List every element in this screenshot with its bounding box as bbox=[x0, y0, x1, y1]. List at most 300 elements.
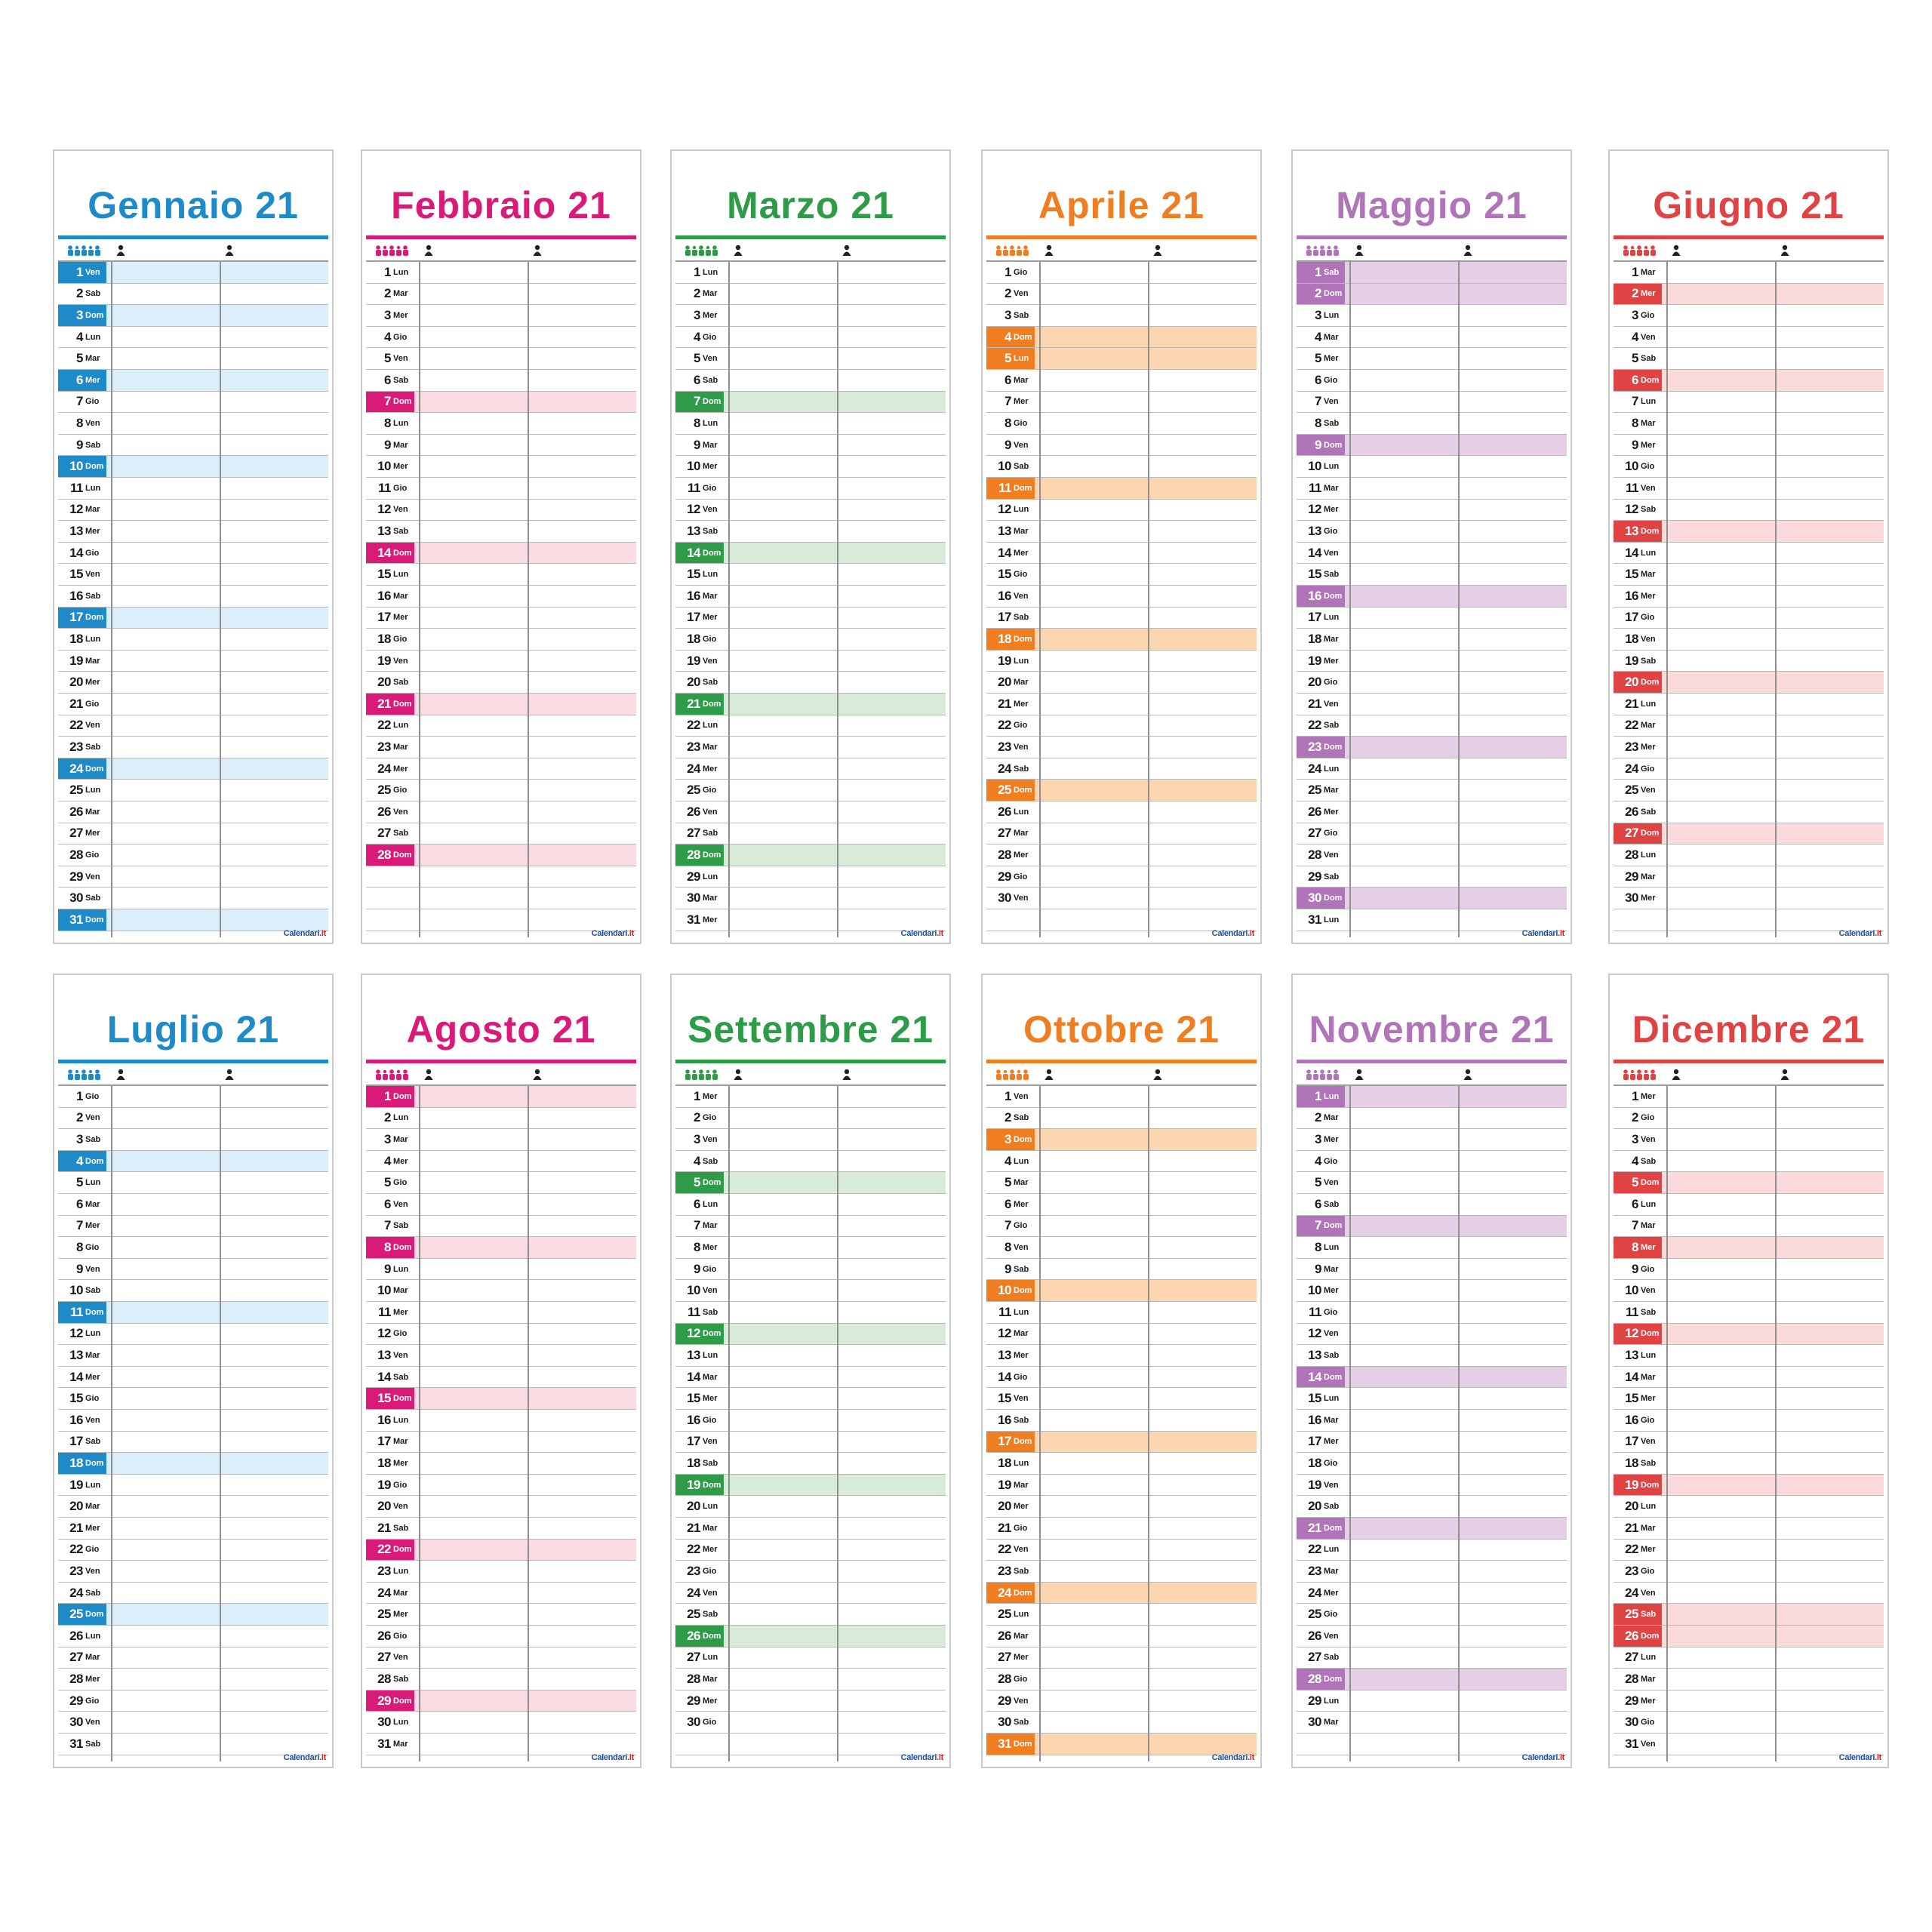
day-row[interactable] bbox=[58, 1367, 328, 1389]
day-row[interactable] bbox=[1614, 500, 1884, 521]
day-row[interactable] bbox=[675, 651, 946, 672]
day-row[interactable] bbox=[366, 1324, 636, 1346]
day-row[interactable] bbox=[58, 1151, 328, 1173]
day-row[interactable] bbox=[675, 413, 946, 435]
day-row[interactable] bbox=[58, 348, 328, 370]
day-row[interactable] bbox=[58, 823, 328, 845]
day-row[interactable] bbox=[675, 1367, 946, 1389]
day-row[interactable] bbox=[366, 327, 636, 349]
day-row[interactable] bbox=[366, 780, 636, 801]
day-row[interactable] bbox=[1297, 758, 1567, 780]
day-row[interactable] bbox=[58, 521, 328, 543]
day-row[interactable] bbox=[1297, 1151, 1567, 1173]
day-row[interactable] bbox=[58, 456, 328, 478]
day-row[interactable] bbox=[1297, 478, 1567, 500]
day-row[interactable] bbox=[675, 1280, 946, 1302]
day-row[interactable] bbox=[986, 801, 1257, 823]
day-row[interactable] bbox=[1297, 1432, 1567, 1454]
day-row[interactable] bbox=[986, 1367, 1257, 1389]
day-row[interactable] bbox=[675, 715, 946, 737]
day-row[interactable] bbox=[675, 1237, 946, 1259]
day-row[interactable] bbox=[986, 392, 1257, 414]
day-row[interactable] bbox=[366, 500, 636, 521]
day-row[interactable] bbox=[1297, 392, 1567, 414]
day-row[interactable] bbox=[1297, 1626, 1567, 1647]
day-row[interactable] bbox=[1614, 586, 1884, 608]
day-row[interactable] bbox=[1614, 1108, 1884, 1130]
day-row[interactable] bbox=[366, 284, 636, 306]
day-row[interactable] bbox=[986, 1324, 1257, 1346]
day-row[interactable] bbox=[1297, 1086, 1567, 1108]
day-row[interactable] bbox=[1614, 823, 1884, 845]
day-row[interactable] bbox=[1297, 1129, 1567, 1151]
day-row[interactable] bbox=[58, 1583, 328, 1604]
day-row[interactable] bbox=[986, 1626, 1257, 1647]
day-row[interactable] bbox=[1297, 1496, 1567, 1518]
day-row[interactable] bbox=[986, 888, 1257, 909]
day-row[interactable] bbox=[1614, 629, 1884, 651]
day-row[interactable] bbox=[58, 370, 328, 392]
day-row[interactable] bbox=[1614, 1237, 1884, 1259]
day-row[interactable] bbox=[366, 564, 636, 586]
day-row[interactable] bbox=[58, 1280, 328, 1302]
day-row[interactable] bbox=[1297, 1712, 1567, 1734]
day-row[interactable] bbox=[675, 823, 946, 845]
day-row[interactable] bbox=[366, 478, 636, 500]
day-row[interactable] bbox=[366, 1475, 636, 1497]
day-row[interactable] bbox=[1614, 1734, 1884, 1755]
day-row[interactable] bbox=[58, 1669, 328, 1690]
day-row[interactable] bbox=[986, 1388, 1257, 1410]
day-row[interactable] bbox=[1614, 1690, 1884, 1712]
day-row[interactable] bbox=[675, 909, 946, 931]
day-row[interactable] bbox=[1614, 413, 1884, 435]
day-row[interactable] bbox=[675, 1669, 946, 1690]
day-row[interactable] bbox=[1614, 780, 1884, 801]
day-row[interactable] bbox=[986, 1647, 1257, 1669]
day-row[interactable] bbox=[366, 348, 636, 370]
day-row[interactable] bbox=[1614, 1626, 1884, 1647]
day-row[interactable] bbox=[58, 651, 328, 672]
day-row[interactable] bbox=[986, 1302, 1257, 1324]
day-row[interactable] bbox=[1614, 1540, 1884, 1561]
day-row[interactable] bbox=[58, 543, 328, 565]
day-row[interactable] bbox=[366, 737, 636, 758]
day-row[interactable] bbox=[675, 500, 946, 521]
day-row[interactable] bbox=[1297, 1518, 1567, 1540]
day-row[interactable] bbox=[986, 1496, 1257, 1518]
day-row[interactable] bbox=[1614, 801, 1884, 823]
day-row[interactable] bbox=[675, 1410, 946, 1432]
day-row[interactable] bbox=[675, 737, 946, 758]
day-row[interactable] bbox=[675, 758, 946, 780]
day-row[interactable] bbox=[1297, 651, 1567, 672]
day-row[interactable] bbox=[1297, 1604, 1567, 1626]
day-row[interactable] bbox=[1297, 715, 1567, 737]
day-row[interactable] bbox=[986, 1216, 1257, 1238]
day-row[interactable] bbox=[58, 1324, 328, 1346]
day-row[interactable] bbox=[986, 694, 1257, 715]
day-row[interactable] bbox=[675, 1690, 946, 1712]
day-row[interactable] bbox=[366, 370, 636, 392]
day-row[interactable] bbox=[58, 1388, 328, 1410]
day-row[interactable] bbox=[366, 1561, 636, 1583]
day-row[interactable] bbox=[1614, 1583, 1884, 1604]
day-row[interactable] bbox=[986, 758, 1257, 780]
day-row[interactable] bbox=[366, 1237, 636, 1259]
day-row[interactable] bbox=[1614, 543, 1884, 565]
day-row[interactable] bbox=[1614, 1345, 1884, 1367]
day-row[interactable] bbox=[58, 1432, 328, 1454]
day-row[interactable] bbox=[1297, 1259, 1567, 1281]
day-row[interactable] bbox=[366, 1518, 636, 1540]
day-row[interactable] bbox=[1297, 284, 1567, 306]
day-row[interactable] bbox=[675, 1475, 946, 1497]
day-row[interactable] bbox=[675, 1647, 946, 1669]
day-row[interactable] bbox=[1297, 327, 1567, 349]
day-row[interactable] bbox=[1614, 348, 1884, 370]
day-row[interactable] bbox=[986, 1453, 1257, 1475]
day-row[interactable] bbox=[986, 651, 1257, 672]
day-row[interactable] bbox=[675, 1604, 946, 1626]
day-row[interactable] bbox=[58, 327, 328, 349]
day-row[interactable] bbox=[58, 715, 328, 737]
day-row[interactable] bbox=[1297, 1475, 1567, 1497]
day-row[interactable] bbox=[366, 758, 636, 780]
day-row[interactable] bbox=[675, 672, 946, 694]
day-row[interactable] bbox=[675, 284, 946, 306]
day-row[interactable] bbox=[986, 1561, 1257, 1583]
day-row[interactable] bbox=[1614, 327, 1884, 349]
day-row[interactable] bbox=[366, 1216, 636, 1238]
day-row[interactable] bbox=[1614, 435, 1884, 457]
day-row[interactable] bbox=[675, 1712, 946, 1734]
day-row[interactable] bbox=[675, 1561, 946, 1583]
day-row[interactable] bbox=[1297, 1324, 1567, 1346]
day-row[interactable] bbox=[986, 1475, 1257, 1497]
day-row[interactable] bbox=[1614, 1432, 1884, 1454]
day-row[interactable] bbox=[58, 780, 328, 801]
day-row[interactable] bbox=[675, 392, 946, 414]
day-row[interactable] bbox=[366, 1432, 636, 1454]
day-row[interactable] bbox=[675, 780, 946, 801]
day-row[interactable] bbox=[366, 823, 636, 845]
day-row[interactable] bbox=[366, 262, 636, 284]
day-row[interactable] bbox=[1297, 1561, 1567, 1583]
day-row[interactable] bbox=[1614, 478, 1884, 500]
day-row[interactable] bbox=[986, 370, 1257, 392]
day-row[interactable] bbox=[366, 1302, 636, 1324]
day-row[interactable] bbox=[58, 1604, 328, 1626]
day-row[interactable] bbox=[1614, 1561, 1884, 1583]
day-row[interactable] bbox=[1297, 672, 1567, 694]
day-row[interactable] bbox=[675, 1216, 946, 1238]
day-row[interactable] bbox=[366, 1172, 636, 1194]
day-row[interactable] bbox=[986, 1690, 1257, 1712]
day-row[interactable] bbox=[986, 1604, 1257, 1626]
day-row[interactable] bbox=[1297, 1690, 1567, 1712]
day-row[interactable] bbox=[986, 715, 1257, 737]
day-row[interactable] bbox=[1614, 1367, 1884, 1389]
day-row[interactable] bbox=[1614, 888, 1884, 909]
day-row[interactable] bbox=[58, 1410, 328, 1432]
day-row[interactable] bbox=[58, 672, 328, 694]
day-row[interactable] bbox=[1614, 1647, 1884, 1669]
day-row[interactable] bbox=[366, 629, 636, 651]
day-row[interactable] bbox=[1614, 1410, 1884, 1432]
day-row[interactable] bbox=[675, 1626, 946, 1647]
day-row[interactable] bbox=[1297, 823, 1567, 845]
day-row[interactable] bbox=[58, 1172, 328, 1194]
day-row[interactable] bbox=[675, 327, 946, 349]
day-row[interactable] bbox=[366, 1669, 636, 1690]
day-row[interactable] bbox=[675, 694, 946, 715]
day-row[interactable] bbox=[1614, 651, 1884, 672]
day-row[interactable] bbox=[58, 1647, 328, 1669]
day-row[interactable] bbox=[986, 1345, 1257, 1367]
day-row[interactable] bbox=[986, 1712, 1257, 1734]
day-row[interactable] bbox=[986, 844, 1257, 866]
day-row[interactable] bbox=[1614, 608, 1884, 629]
day-row[interactable] bbox=[1614, 1280, 1884, 1302]
day-row[interactable] bbox=[986, 586, 1257, 608]
day-row[interactable] bbox=[1614, 1129, 1884, 1151]
day-row[interactable] bbox=[58, 1216, 328, 1238]
day-row[interactable] bbox=[1614, 1475, 1884, 1497]
day-row[interactable] bbox=[675, 1108, 946, 1130]
day-row[interactable] bbox=[1297, 608, 1567, 629]
day-row[interactable] bbox=[986, 1194, 1257, 1216]
day-row[interactable] bbox=[986, 1669, 1257, 1690]
day-row[interactable] bbox=[366, 543, 636, 565]
day-row[interactable] bbox=[366, 1345, 636, 1367]
day-row[interactable] bbox=[1614, 1712, 1884, 1734]
day-row[interactable] bbox=[986, 1583, 1257, 1604]
day-row[interactable] bbox=[366, 435, 636, 457]
day-row[interactable] bbox=[675, 629, 946, 651]
day-row[interactable] bbox=[986, 564, 1257, 586]
day-row[interactable] bbox=[1297, 737, 1567, 758]
day-row[interactable] bbox=[986, 1086, 1257, 1108]
day-row[interactable] bbox=[1297, 1583, 1567, 1604]
day-row[interactable] bbox=[1297, 844, 1567, 866]
day-row[interactable] bbox=[986, 500, 1257, 521]
day-row[interactable] bbox=[1614, 1604, 1884, 1626]
day-row[interactable] bbox=[675, 1259, 946, 1281]
day-row[interactable] bbox=[366, 715, 636, 737]
day-row[interactable] bbox=[986, 327, 1257, 349]
day-row[interactable] bbox=[986, 305, 1257, 327]
day-row[interactable] bbox=[58, 866, 328, 888]
day-row[interactable] bbox=[675, 1453, 946, 1475]
day-row[interactable] bbox=[366, 1496, 636, 1518]
day-row[interactable] bbox=[1297, 1216, 1567, 1238]
day-row[interactable] bbox=[366, 1647, 636, 1669]
day-row[interactable] bbox=[986, 1432, 1257, 1454]
day-row[interactable] bbox=[1297, 543, 1567, 565]
day-row[interactable] bbox=[1297, 456, 1567, 478]
day-row[interactable] bbox=[675, 435, 946, 457]
day-row[interactable] bbox=[366, 672, 636, 694]
day-row[interactable] bbox=[986, 672, 1257, 694]
day-row[interactable] bbox=[58, 1108, 328, 1130]
day-row[interactable] bbox=[366, 521, 636, 543]
day-row[interactable] bbox=[1614, 521, 1884, 543]
day-row[interactable] bbox=[366, 1108, 636, 1130]
day-row[interactable] bbox=[58, 1496, 328, 1518]
day-row[interactable] bbox=[675, 1324, 946, 1346]
day-row[interactable] bbox=[366, 801, 636, 823]
day-row[interactable] bbox=[366, 586, 636, 608]
day-row[interactable] bbox=[1297, 888, 1567, 909]
day-row[interactable] bbox=[986, 737, 1257, 758]
day-row[interactable] bbox=[675, 521, 946, 543]
day-row[interactable] bbox=[675, 348, 946, 370]
day-row[interactable] bbox=[58, 500, 328, 521]
day-row[interactable] bbox=[1297, 629, 1567, 651]
day-row[interactable] bbox=[675, 1388, 946, 1410]
day-row[interactable] bbox=[1297, 1388, 1567, 1410]
day-row[interactable] bbox=[58, 1475, 328, 1497]
day-row[interactable] bbox=[58, 1086, 328, 1108]
day-row[interactable] bbox=[1614, 564, 1884, 586]
day-row[interactable] bbox=[1297, 413, 1567, 435]
day-row[interactable] bbox=[58, 801, 328, 823]
day-row[interactable] bbox=[986, 780, 1257, 801]
day-row[interactable] bbox=[58, 1194, 328, 1216]
day-row[interactable] bbox=[366, 1712, 636, 1734]
day-row[interactable] bbox=[58, 413, 328, 435]
day-row[interactable] bbox=[986, 1172, 1257, 1194]
day-row[interactable] bbox=[366, 1626, 636, 1647]
day-row[interactable] bbox=[986, 1518, 1257, 1540]
day-row[interactable] bbox=[366, 651, 636, 672]
day-row[interactable] bbox=[675, 844, 946, 866]
day-row[interactable] bbox=[986, 521, 1257, 543]
day-row[interactable] bbox=[366, 844, 636, 866]
day-row[interactable] bbox=[986, 1540, 1257, 1561]
day-row[interactable] bbox=[366, 1690, 636, 1712]
day-row[interactable] bbox=[1297, 1237, 1567, 1259]
day-row[interactable] bbox=[675, 1194, 946, 1216]
day-row[interactable] bbox=[986, 1734, 1257, 1755]
day-row[interactable] bbox=[1297, 1647, 1567, 1669]
day-row[interactable] bbox=[675, 543, 946, 565]
day-row[interactable] bbox=[675, 1129, 946, 1151]
day-row[interactable] bbox=[1297, 1669, 1567, 1690]
day-row[interactable] bbox=[1614, 1194, 1884, 1216]
day-row[interactable] bbox=[366, 1367, 636, 1389]
day-row[interactable] bbox=[1614, 370, 1884, 392]
day-row[interactable] bbox=[58, 1129, 328, 1151]
day-row[interactable] bbox=[1614, 1324, 1884, 1346]
day-row[interactable] bbox=[1614, 305, 1884, 327]
day-row[interactable] bbox=[986, 823, 1257, 845]
day-row[interactable] bbox=[366, 1086, 636, 1108]
day-row[interactable] bbox=[58, 435, 328, 457]
day-row[interactable] bbox=[58, 629, 328, 651]
day-row[interactable] bbox=[1297, 305, 1567, 327]
day-row[interactable] bbox=[1297, 1453, 1567, 1475]
day-row[interactable] bbox=[58, 284, 328, 306]
day-row[interactable] bbox=[58, 608, 328, 629]
day-row[interactable] bbox=[986, 348, 1257, 370]
day-row[interactable] bbox=[986, 435, 1257, 457]
day-row[interactable] bbox=[986, 1129, 1257, 1151]
day-row[interactable] bbox=[675, 1345, 946, 1367]
day-row[interactable] bbox=[1614, 1669, 1884, 1690]
day-row[interactable] bbox=[986, 1151, 1257, 1173]
day-row[interactable] bbox=[58, 909, 328, 931]
day-row[interactable] bbox=[366, 1540, 636, 1561]
day-row[interactable] bbox=[1614, 456, 1884, 478]
day-row[interactable] bbox=[1614, 1259, 1884, 1281]
day-row[interactable] bbox=[366, 1583, 636, 1604]
day-row[interactable] bbox=[986, 1410, 1257, 1432]
day-row[interactable] bbox=[58, 1302, 328, 1324]
day-row[interactable] bbox=[986, 456, 1257, 478]
day-row[interactable] bbox=[1297, 500, 1567, 521]
day-row[interactable] bbox=[1297, 435, 1567, 457]
day-row[interactable] bbox=[986, 866, 1257, 888]
day-row[interactable] bbox=[1614, 672, 1884, 694]
day-row[interactable] bbox=[366, 1734, 636, 1755]
day-row[interactable] bbox=[1297, 1345, 1567, 1367]
day-row[interactable] bbox=[675, 478, 946, 500]
day-row[interactable] bbox=[58, 1734, 328, 1755]
day-row[interactable] bbox=[58, 1712, 328, 1734]
day-row[interactable] bbox=[366, 1129, 636, 1151]
day-row[interactable] bbox=[675, 456, 946, 478]
day-row[interactable] bbox=[675, 1086, 946, 1108]
day-row[interactable] bbox=[986, 262, 1257, 284]
day-row[interactable] bbox=[58, 392, 328, 414]
day-row[interactable] bbox=[58, 1540, 328, 1561]
day-row[interactable] bbox=[58, 1345, 328, 1367]
day-row[interactable] bbox=[675, 1302, 946, 1324]
day-row[interactable] bbox=[986, 1237, 1257, 1259]
day-row[interactable] bbox=[58, 1453, 328, 1475]
day-row[interactable] bbox=[58, 262, 328, 284]
day-row[interactable] bbox=[1614, 737, 1884, 758]
day-row[interactable] bbox=[58, 844, 328, 866]
day-row[interactable] bbox=[1614, 262, 1884, 284]
day-row[interactable] bbox=[675, 1518, 946, 1540]
day-row[interactable] bbox=[1614, 1453, 1884, 1475]
day-row[interactable] bbox=[675, 262, 946, 284]
day-row[interactable] bbox=[1297, 370, 1567, 392]
day-row[interactable] bbox=[1614, 1302, 1884, 1324]
day-row[interactable] bbox=[1297, 348, 1567, 370]
day-row[interactable] bbox=[366, 1410, 636, 1432]
day-row[interactable] bbox=[986, 1108, 1257, 1130]
day-row[interactable] bbox=[986, 1280, 1257, 1302]
day-row[interactable] bbox=[986, 478, 1257, 500]
day-row[interactable] bbox=[58, 478, 328, 500]
day-row[interactable] bbox=[366, 1151, 636, 1173]
day-row[interactable] bbox=[366, 608, 636, 629]
day-row[interactable] bbox=[58, 1561, 328, 1583]
day-row[interactable] bbox=[1297, 586, 1567, 608]
day-row[interactable] bbox=[1297, 1367, 1567, 1389]
day-row[interactable] bbox=[58, 305, 328, 327]
day-row[interactable] bbox=[1614, 1388, 1884, 1410]
day-row[interactable] bbox=[675, 1151, 946, 1173]
day-row[interactable] bbox=[1614, 1216, 1884, 1238]
day-row[interactable] bbox=[366, 305, 636, 327]
day-row[interactable] bbox=[1614, 866, 1884, 888]
day-row[interactable] bbox=[1297, 694, 1567, 715]
